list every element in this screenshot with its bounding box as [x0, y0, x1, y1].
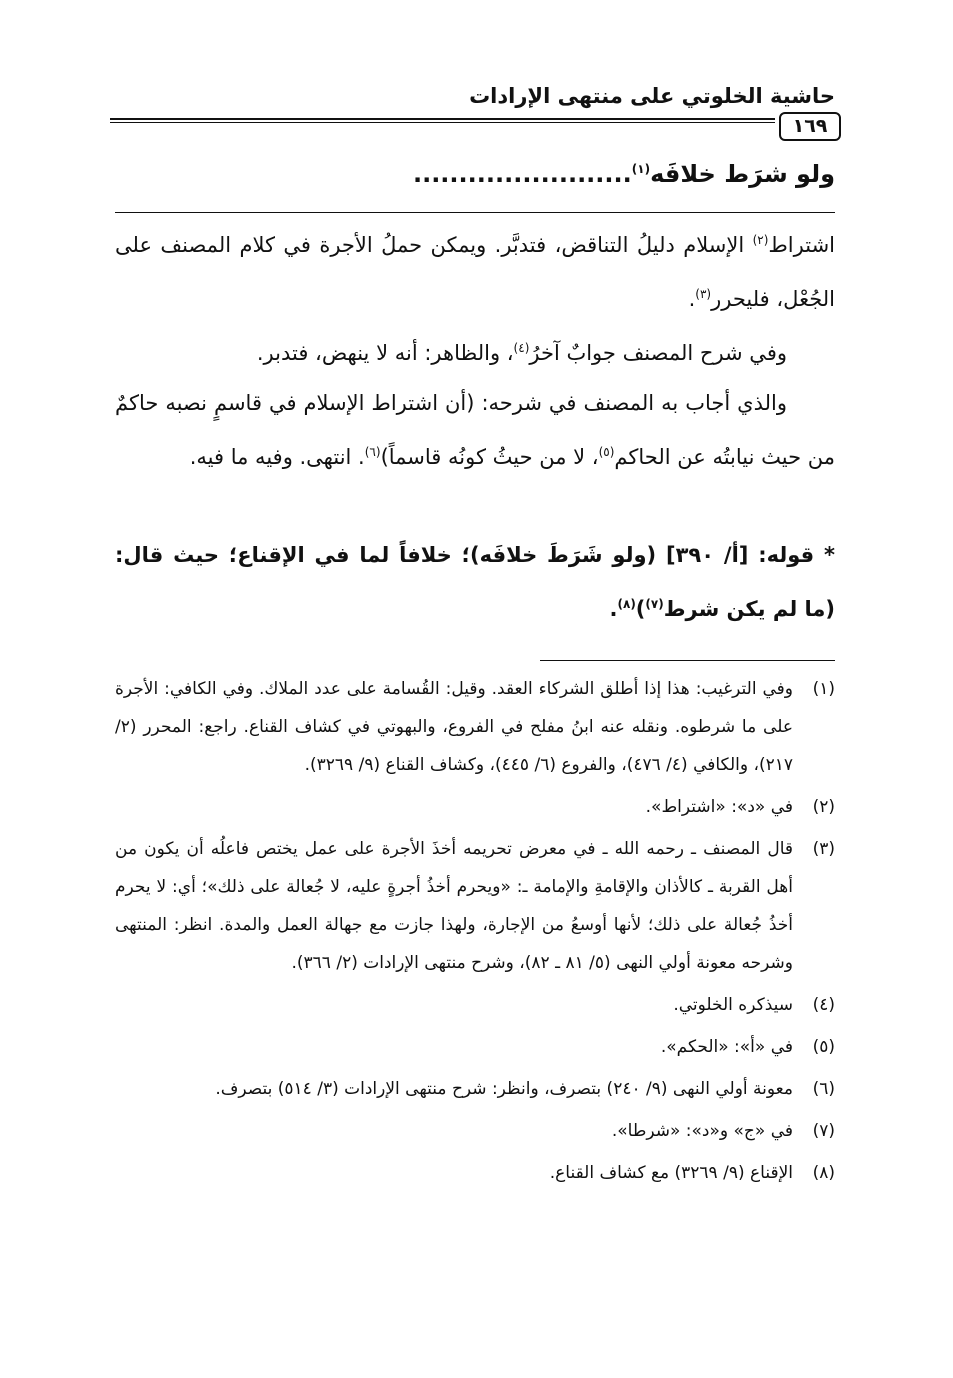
paragraph-text: . انتهى. وفيه ما فيه. [189, 445, 365, 469]
footnote-number: (٨) [812, 1163, 835, 1183]
footnote-number: (٣) [812, 839, 835, 859]
paragraph-text: ، لا من حيثُ كونُه قاسماً) [380, 445, 599, 469]
footnote-ref: (٨) [617, 597, 636, 611]
matn-dots: ........................ [412, 160, 632, 188]
footnote [115, 986, 835, 1024]
paragraph-text: * قوله: [أ/ ٣٩٠] (ولو شَرَطَ خلافَه)؛ خلافاً لما في الإقناع؛ حيث قال: (ما لم يكن شرط [115, 543, 835, 621]
footnote [115, 788, 835, 826]
footnote [115, 830, 835, 982]
footnote-text: سيذكره الخلوتي. [673, 995, 793, 1015]
commentary-paragraph-2 [115, 326, 835, 380]
footnote-number: (٧) [812, 1121, 835, 1141]
footnote-ref: (٤) [513, 341, 530, 355]
paragraph-text: ) [635, 597, 646, 621]
matn-line [115, 160, 835, 200]
footnote-ref: (٣) [695, 287, 712, 301]
matn-text: ولو شرَط خلافَه [650, 160, 835, 188]
paragraph-text: . [609, 597, 618, 621]
footnote-number: (١) [812, 679, 835, 699]
header-rule [110, 118, 775, 123]
page-number: ١٦٩ [779, 112, 841, 141]
footnote-separator-rule [540, 660, 835, 661]
running-title: حاشية الخلوتي على منتهى الإرادات [469, 84, 835, 108]
footnote [115, 670, 835, 784]
footnote-text: معونة أولي النهى (٩/ ٢٤٠) بتصرف، وانظر: شرح منتهى الإرادات (٣/ ٥١٤) بتصرف. [215, 1079, 793, 1099]
footnote-ref: (٦) [364, 445, 381, 459]
commentary-paragraph-4 [115, 528, 835, 636]
matn-separator-rule [115, 212, 835, 213]
paragraph-text: والذي أجاب به المصنف في شرحه: (أن اشتراط الإسلام في قاسمٍ نصبه حاكمٌ من حيث نيابتُه عن الحاكم [115, 391, 835, 469]
footnote-text: في «ج» و«د»: «شرطا». [611, 1121, 793, 1141]
footnote [115, 1112, 835, 1150]
paragraph-text: وفي شرح المصنف جوابٌ آخرُ [529, 341, 787, 365]
paragraph-text: . [688, 287, 696, 311]
footnote-text: في «د»: «اشتراط». [645, 797, 793, 817]
footnote [115, 1028, 835, 1066]
footnote-text: قال المصنف ـ رحمه الله ـ في معرض تحريمه أخذَ الأجرة على عمل يختص فاعلُه أن يكون من أهل القربة ـ كالأذان والإقامةِ والإمامة ـ: «ويحرم أخذُ أجرةٍ عليه، لا جُعالة على ذلك»؛ أي: لا يحرم أخذُ جُعالة على ذلك؛ لأنها أوسعُ من الإجارة، ولهذا جازت مع جهالة العمل والمدة. انظر: المنتهى وشرحه معونة أولي النهى (٥/ ٨١ ـ ٨٢)، وشرح منتهى الإرادات (٢/ ٣٦٦). [115, 839, 793, 973]
footnote [115, 1154, 835, 1192]
footnote-text: الإقناع (٩/ ٣٢٦٩) مع كشاف القناع. [549, 1163, 793, 1183]
commentary-paragraph-1 [115, 218, 835, 326]
footnote-ref: (٢) [752, 233, 769, 247]
footnote-ref: (٧) [645, 597, 664, 611]
footnote-text: في «أ»: «الحكم». [660, 1037, 793, 1057]
footnote-ref: (٥) [598, 445, 615, 459]
paragraph-text: ، والظاهر: أنه لا ينهض، فتدبر. [256, 341, 514, 365]
paragraph-text: اشتراط [768, 233, 835, 257]
footnotes [115, 670, 835, 1196]
paragraph-text: الإسلام دليلُ التناقض، فتدبَّر. ويمكن حملُ الأجرة في كلام المصنف على الجُعْل، فليحرر [115, 233, 835, 311]
commentary-paragraph-3 [115, 376, 835, 484]
matn-footnote-ref: (١) [631, 162, 651, 176]
footnote-text: وفي الترغيب: هذا إذا أطلق الشركاء العقد. وقيل: القُسامة على عدد الملاك. وفي الكافي: الأجرة على ما شرطوه. ونقله عنه ابنُ مفلح في الفروع، والبهوتي في كشاف القناع. راجع: المحرر (٢/ ٢١٧)، والكافي (٤/ ٤٧٦)، والفروع (٦/ ٤٤٥)، وكشاف القناع (٩/ ٣٢٦٩). [115, 679, 793, 775]
footnote-number: (٢) [812, 797, 835, 817]
footnote-number: (٦) [812, 1079, 835, 1099]
footnote-number: (٤) [812, 995, 835, 1015]
footnote-number: (٥) [812, 1037, 835, 1057]
footnote [115, 1070, 835, 1108]
